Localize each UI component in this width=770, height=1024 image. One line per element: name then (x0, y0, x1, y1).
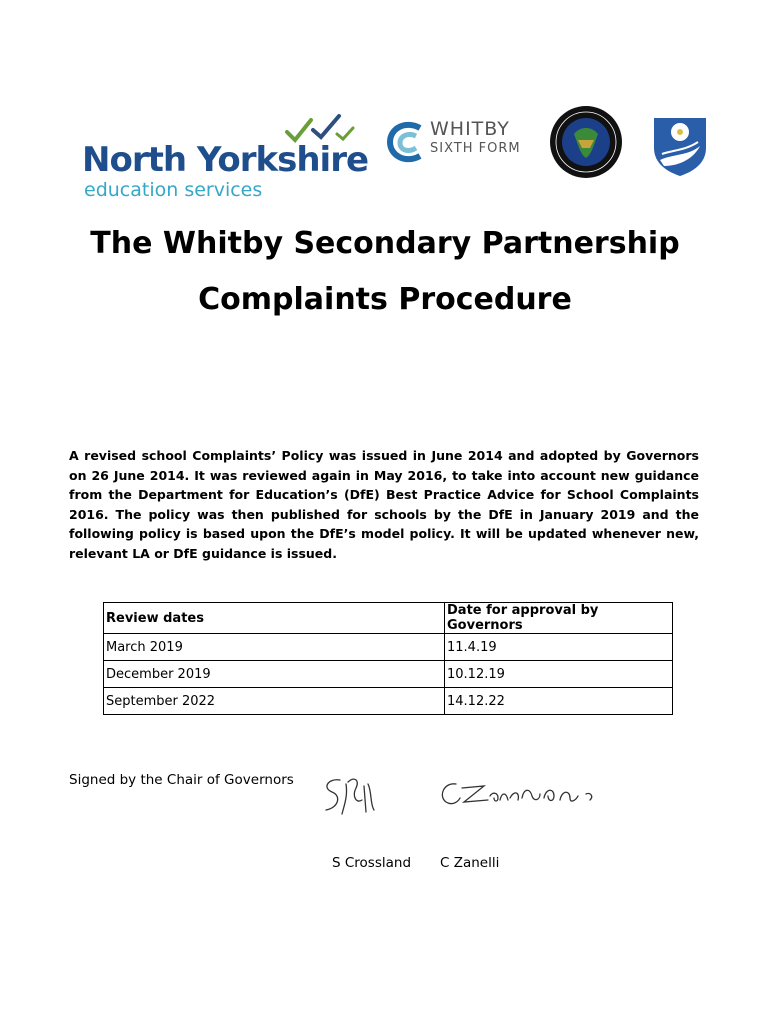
review-date-cell: December 2019 (104, 661, 445, 688)
table-row (104, 634, 673, 661)
header-approval-date: Date for approval by Governors (445, 603, 673, 634)
approval-date-cell: 14.12.22 (445, 688, 673, 715)
white-rose-shield-icon (650, 114, 710, 178)
review-date-cell: March 2019 (104, 634, 445, 661)
whitby-sixth-form-title: WHITBY (430, 118, 510, 140)
intro-paragraph: A revised school Complaints’ Policy was issued in June 2014 and adopted by Governors on 26 June 2014. It was reviewed again in May 2016, to take into account new guidance from the Department for Education’s (DfE) Best Practice Advice for School Complaints 2016. The policy was then published for schools by the DfE in January 2019 and the following policy is based upon the DfE’s model policy. It will be updated whenever new, relevant LA or DfE guidance is issued. (69, 448, 699, 561)
caedmon-college-crest-icon (548, 104, 624, 180)
caedmon-college-logo (548, 104, 624, 184)
north-yorkshire-subtitle: education services (84, 179, 263, 201)
table-header-row (104, 603, 673, 634)
whitby-sixth-form-subtitle: SIXTH FORM (430, 141, 521, 156)
wave-swirl-icon (386, 120, 426, 164)
document-title: The Whitby Secondary Partnership (90, 226, 680, 261)
signatory-name-2: C Zanelli (440, 855, 500, 871)
table-row (104, 688, 673, 715)
signature-c-zanelli (436, 778, 606, 814)
eskdale-school-logo (650, 114, 710, 182)
approval-date-cell: 11.4.19 (445, 634, 673, 661)
review-dates-table (103, 602, 673, 715)
north-yorkshire-wordmark: North Yorkshire (82, 140, 369, 180)
approval-date-cell: 10.12.19 (445, 661, 673, 688)
signature-s-crossland (318, 770, 388, 820)
document-subtitle: Complaints Procedure (198, 282, 572, 317)
signatory-name-1: S Crossland (332, 855, 412, 871)
signed-by-label: Signed by the Chair of Governors (69, 772, 294, 788)
logo-row (0, 100, 770, 200)
north-yorkshire-logo (82, 112, 369, 201)
header-review-dates: Review dates (104, 603, 445, 634)
review-date-cell: September 2022 (104, 688, 445, 715)
whitby-sixth-form-logo (386, 114, 526, 170)
table-row (104, 661, 673, 688)
